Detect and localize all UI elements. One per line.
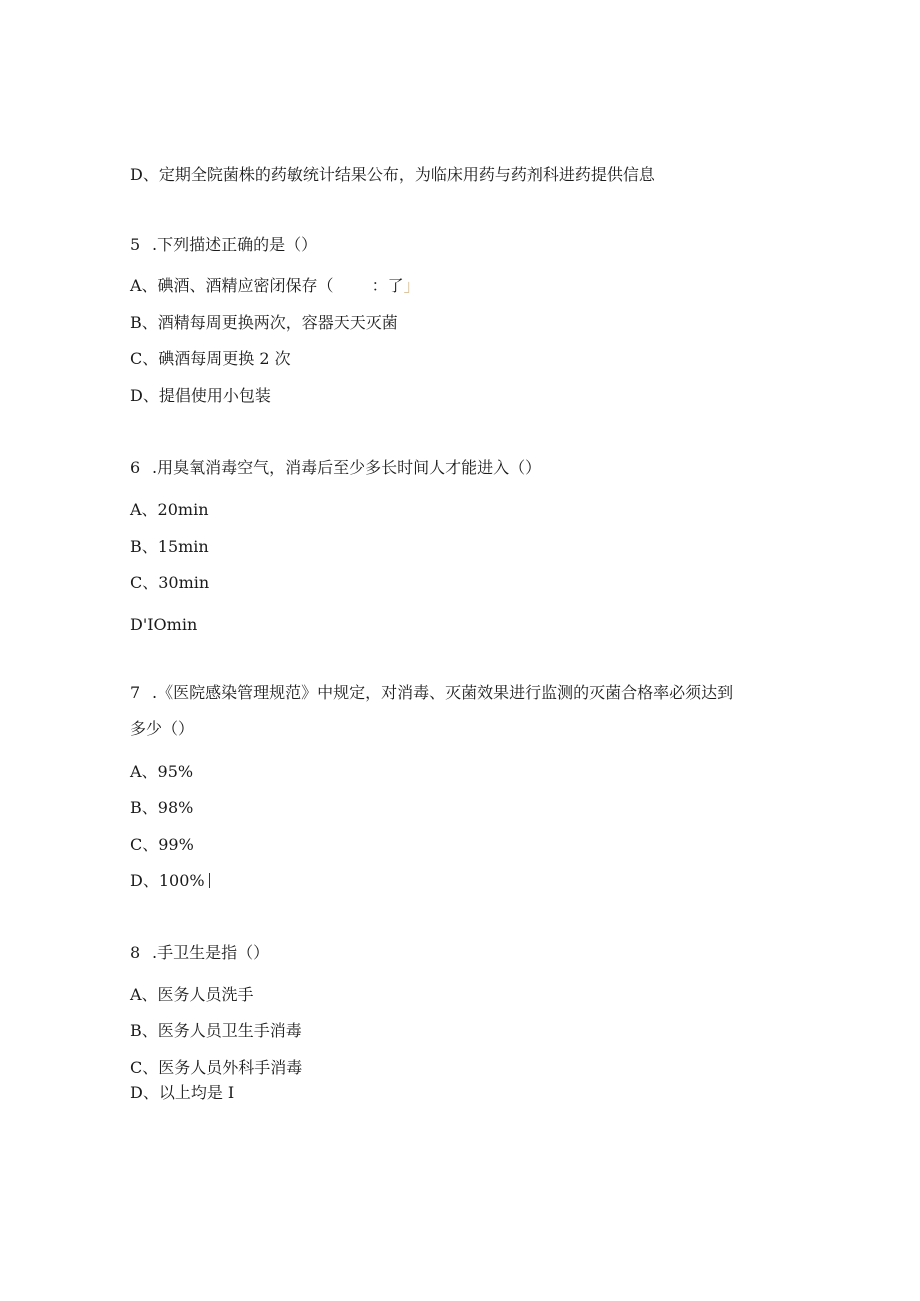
q5-option-c: C、碘酒每周更换 2 次 xyxy=(130,349,291,368)
q8-stem xyxy=(130,943,269,963)
q6-number: 6 xyxy=(130,458,141,477)
q8-option-a: A、医务人员洗手 xyxy=(130,985,254,1004)
q6-stem-text: .用臭氧消毒空气，消毒后至少多长时间人才能进入（） xyxy=(152,458,542,477)
q8-option-b: B、医务人员卫生手消毒 xyxy=(130,1021,302,1040)
q5-stem xyxy=(130,235,317,255)
q7-option-d xyxy=(130,871,210,891)
q4-option-d: D、定期全院菌株的药敏统计结果公布，为临床用药与药剂科进药提供信息 xyxy=(130,165,655,184)
q7-option-a: A、95% xyxy=(130,762,194,781)
q6-option-b: B、15min xyxy=(130,537,209,556)
q6-option-a: A、20min xyxy=(130,500,209,519)
q7-option-c: C、99% xyxy=(130,835,194,854)
q5-option-a xyxy=(130,276,420,296)
q5-stem-text: .下列描述正确的是（） xyxy=(152,235,318,254)
q7-option-b: B、98% xyxy=(130,798,194,817)
q8-number: 8 xyxy=(130,943,141,962)
q6-stem xyxy=(130,458,541,478)
q7-stem-line1 xyxy=(130,683,733,703)
q5-option-a-tail: ：了 xyxy=(371,276,404,295)
q5-option-b: B、酒精每周更换两次，容器天天灭菌 xyxy=(130,313,398,332)
q6-option-d: D'IOmin xyxy=(130,615,198,634)
text-cursor-mark xyxy=(209,873,210,888)
q6-option-c: C、30min xyxy=(130,573,210,592)
q7-option-d-text: D、100% xyxy=(130,871,205,890)
q8-stem-text: .手卫生是指（） xyxy=(152,943,270,962)
q7-stem-text: .《医院感染管理规范》中规定，对消毒、灭菌效果进行监测的灭菌合格率必须达到 xyxy=(152,683,734,702)
q8-option-d: D、以上均是 I xyxy=(130,1083,235,1102)
q5-option-d: D、提倡使用小包装 xyxy=(130,386,271,405)
q8-option-c: C、医务人员外科手消毒 xyxy=(130,1058,303,1077)
q7-number: 7 xyxy=(130,683,141,702)
q5-number: 5 xyxy=(130,235,141,254)
q5-option-a-text: A、碘酒、酒精应密闭保存（ xyxy=(130,276,334,295)
q5-option-a-mark: 」 xyxy=(403,276,420,295)
q7-stem-line2: 多少（） xyxy=(130,719,195,738)
